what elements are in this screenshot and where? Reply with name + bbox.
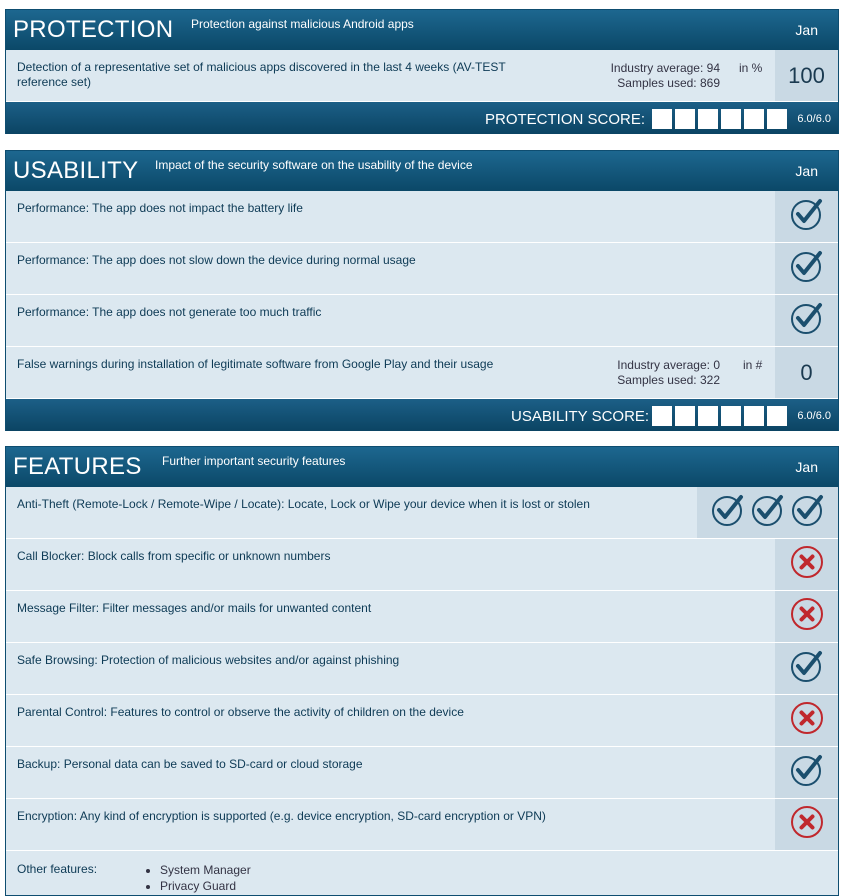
protection-result-value: 100 [788, 62, 825, 88]
feature-row [6, 243, 838, 295]
protection-industry-average: Industry average: 94 [610, 61, 720, 75]
check-icon [790, 753, 824, 792]
usability-score-bar [6, 399, 838, 431]
usability-industry-average: Industry average: 0 [617, 358, 720, 372]
result-cell [775, 643, 838, 694]
usability-subtitle: Impact of the security software on the usability of the device [155, 158, 473, 172]
check-icon [791, 493, 825, 532]
check-icon [790, 649, 824, 688]
features-rows [6, 487, 838, 851]
check-icon [790, 301, 824, 340]
false-warnings-cell [775, 347, 838, 398]
usability-unit: in # [743, 358, 763, 372]
row-text: Encryption: Any kind of encryption is supported (e.g. device encryption, SD-card encryption or VPN) [17, 809, 546, 823]
false-warnings-row [6, 347, 838, 399]
cross-icon [790, 701, 824, 740]
protection-header [6, 10, 838, 50]
feature-row [6, 487, 838, 539]
protection-section [5, 9, 839, 134]
usability-rows [6, 191, 838, 347]
score-box [675, 406, 695, 426]
score-box [767, 109, 787, 129]
features-month: Jan [795, 459, 818, 475]
usability-score-boxes [652, 406, 787, 426]
result-cell [775, 747, 838, 798]
usability-title: USABILITY [13, 157, 139, 184]
score-box [767, 406, 787, 426]
protection-score-boxes [652, 109, 787, 129]
features-subtitle: Further important security features [162, 454, 346, 468]
cross-icon [790, 597, 824, 636]
check-icon [711, 493, 745, 532]
features-section [5, 446, 839, 896]
usability-samples-used: Samples used: 322 [617, 373, 720, 387]
score-box [675, 109, 695, 129]
result-cell [775, 695, 838, 746]
score-box [652, 406, 672, 426]
row-text: Safe Browsing: Protection of malicious websites and/or against phishing [17, 653, 400, 667]
usability-score-label: USABILITY SCORE: [511, 408, 650, 425]
protection-result-cell [775, 50, 838, 101]
feature-row [6, 539, 838, 591]
protection-stats [596, 61, 720, 91]
other-features-label: Other features: [17, 862, 98, 876]
score-box [698, 406, 718, 426]
score-box [744, 109, 764, 129]
protection-score-bar [6, 102, 838, 134]
protection-row-text: Detection of a representative set of malicious apps discovered in the last 4 weeks (AV-TEST reference set) [17, 60, 506, 89]
result-cell [697, 487, 838, 538]
row-text: Performance: The app does not impact the battery life [17, 201, 303, 215]
check-icon [790, 197, 824, 236]
feature-row [6, 695, 838, 747]
protection-score-value: 6.0/6.0 [797, 113, 831, 125]
usability-score-value: 6.0/6.0 [797, 410, 831, 422]
result-cell [775, 591, 838, 642]
usability-month: Jan [795, 163, 818, 179]
other-features-list [144, 862, 251, 894]
score-box [721, 109, 741, 129]
protection-subtitle: Protection against malicious Android apps [191, 17, 414, 31]
result-cell [775, 799, 838, 850]
false-warnings-value: 0 [800, 359, 813, 385]
cross-icon [790, 545, 824, 584]
cross-icon [790, 805, 824, 844]
feature-row [6, 799, 838, 851]
protection-unit: in % [739, 61, 763, 75]
result-cell [775, 539, 838, 590]
protection-month: Jan [795, 22, 818, 38]
usability-section [5, 150, 839, 431]
result-cell [775, 191, 838, 242]
other-feature-item: • Privacy Guard [160, 878, 251, 894]
row-text: Message Filter: Filter messages and/or mails for unwanted content [17, 601, 372, 615]
row-text: Backup: Personal data can be saved to SD-card or cloud storage [17, 757, 363, 771]
result-cell [775, 295, 838, 346]
feature-row [6, 295, 838, 347]
row-text: Call Blocker: Block calls from specific or unknown numbers [17, 549, 331, 563]
features-title: FEATURES [13, 453, 142, 480]
row-text: Performance: The app does not generate too much traffic [17, 305, 322, 319]
row-text: Parental Control: Features to control or observe the activity of children on the device [17, 705, 464, 719]
result-cell [775, 243, 838, 294]
protection-samples-used: Samples used: 869 [617, 76, 720, 90]
check-icon [751, 493, 785, 532]
row-text: Anti-Theft (Remote-Lock / Remote-Wipe / Locate): Locate, Lock or Wipe your device when it is lost or stolen [17, 497, 590, 511]
protection-score-label: PROTECTION SCORE: [485, 111, 646, 128]
feature-row [6, 643, 838, 695]
score-box [721, 406, 741, 426]
features-header [6, 447, 838, 487]
false-warnings-stats [596, 358, 720, 388]
feature-row [6, 591, 838, 643]
feature-row [6, 191, 838, 243]
row-text: Performance: The app does not slow down the device during normal usage [17, 253, 416, 267]
protection-row [6, 50, 838, 102]
score-box [652, 109, 672, 129]
score-box [744, 406, 764, 426]
other-feature-item: • System Manager [160, 862, 251, 878]
other-features [6, 851, 838, 891]
score-box [698, 109, 718, 129]
protection-title: PROTECTION [13, 16, 174, 43]
usability-header [6, 151, 838, 191]
false-warnings-text: False warnings during installation of legitimate software from Google Play and their usage [17, 357, 494, 371]
check-icon [790, 249, 824, 288]
feature-row [6, 747, 838, 799]
